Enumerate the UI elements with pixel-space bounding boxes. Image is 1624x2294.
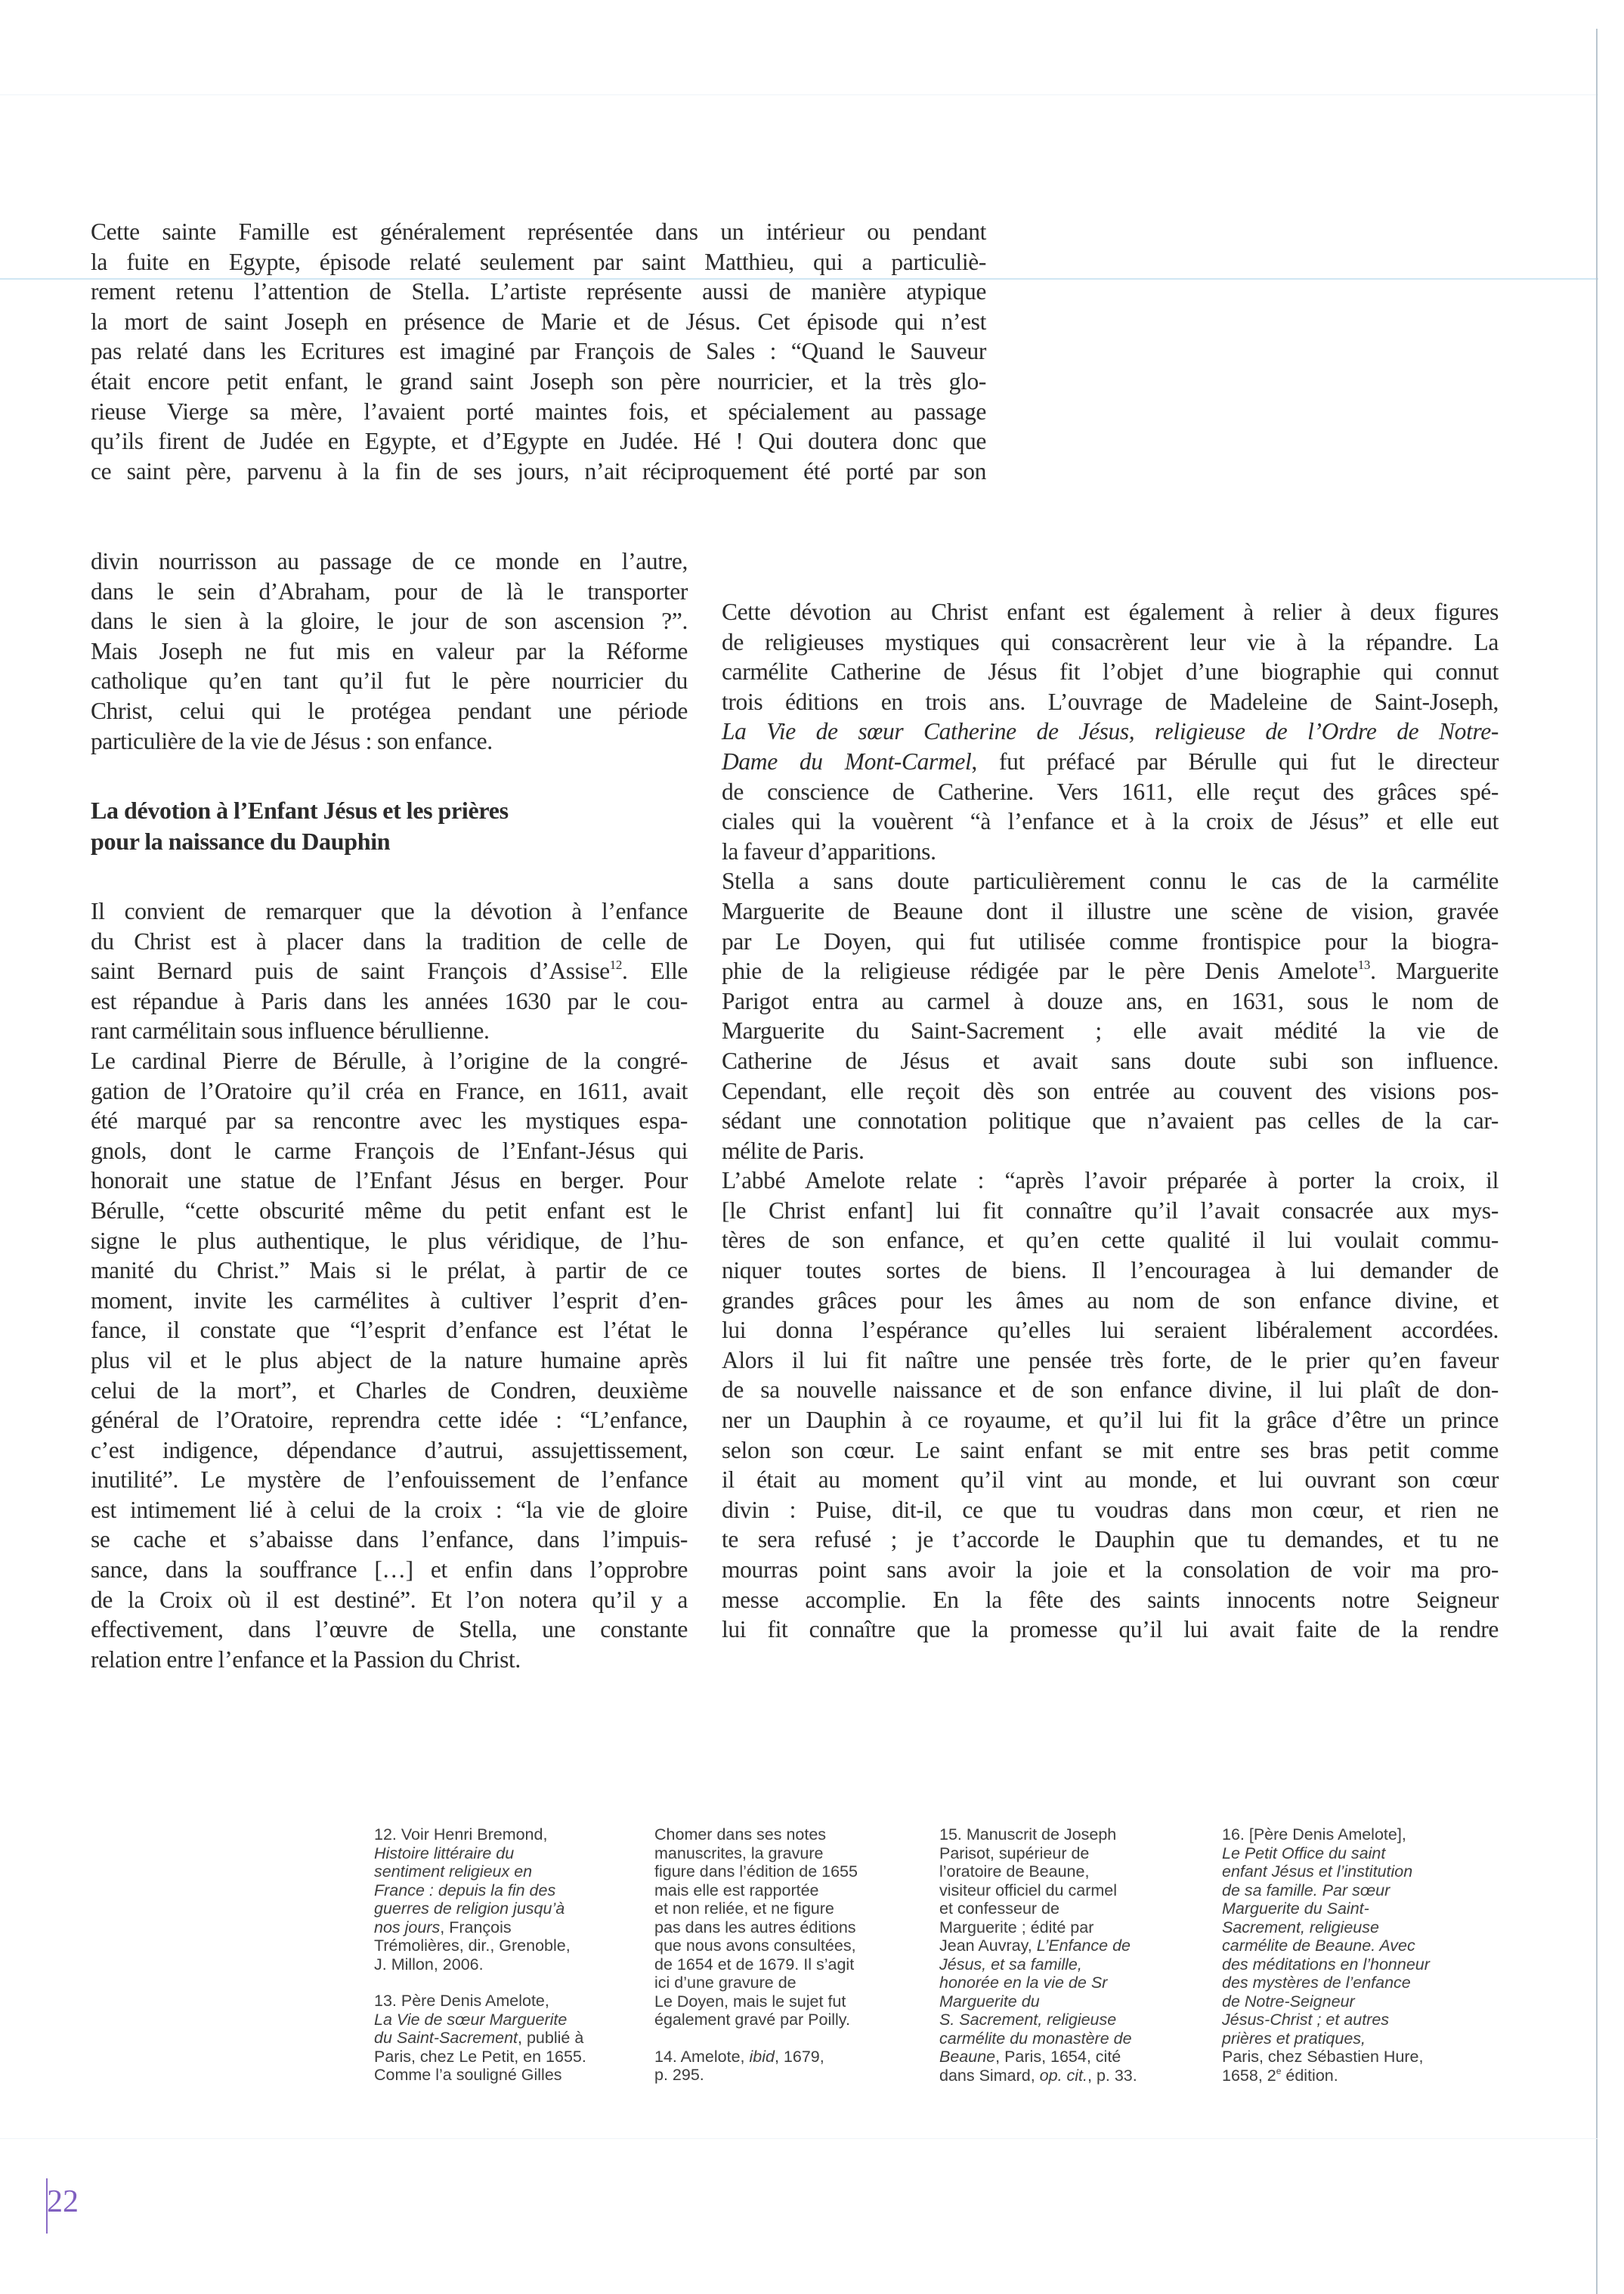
- footnote-line: et non reliée, et ne figure: [654, 1899, 834, 1918]
- footnote-line: manuscrites, la gravure: [654, 1844, 824, 1862]
- book-title-italic: La Vie de sœur Catherine de Jésus, religieuse de l’Ordre de Notre-: [722, 718, 1499, 745]
- text-line: de la Croix où il est destiné”. Et l’on notera qu’il y a: [91, 1586, 688, 1613]
- text-line: est intimement lié à celui de la croix : “la vie de gloire: [91, 1496, 688, 1523]
- footnote-13: [374, 1992, 586, 2085]
- text-line: signe le plus authentique, le plus véridique, de l’hu-: [91, 1227, 688, 1254]
- text-line: la faveur d’apparitions.: [722, 837, 936, 865]
- text-line: catholique qu’en tant qu’il fut le père nourricier du: [91, 667, 688, 695]
- footnote-16: [1222, 1825, 1430, 2085]
- op-cit-italic: op. cit.: [1039, 2066, 1087, 2085]
- footnote-line: [374, 1918, 586, 1937]
- text-line: grandes grâces pour les âmes au nom de son enfance divine, et: [722, 1286, 1499, 1314]
- text-line: divin nourrisson au passage de ce monde en l’autre,: [91, 548, 688, 574]
- book-title-italic: Jésus-Christ ; et autres: [1222, 2011, 1390, 2029]
- text-line: selon son cœur. Le saint enfant se mit entre ses bras petit comme: [722, 1436, 1499, 1463]
- page-edge-line: [1596, 29, 1598, 2294]
- paragraph-catherine: [722, 597, 1499, 866]
- text-fragment: saint Bernard puis de saint François d’Assise: [91, 958, 610, 985]
- left-column: [91, 795, 688, 1674]
- footnote-line: [374, 1862, 586, 1881]
- text-line: sédant une connotation politique que n’avaient pas celles de la car-: [722, 1107, 1499, 1135]
- text-line: mélite de Paris.: [722, 1137, 865, 1164]
- text-line: lui fit connaître que la promesse qu’il lui avait faite de la rendre: [722, 1616, 1499, 1643]
- text-fragment: phie de la religieuse rédigée par le père Denis Amelote: [722, 958, 1358, 985]
- text-line: pas relaté dans les Ecritures est imaginé par François de Sales : “Quand le Sauveur: [91, 338, 986, 365]
- footnotes-column-3: [939, 1825, 1137, 2103]
- book-title-italic: de Notre-Seigneur: [1222, 1992, 1355, 2011]
- footnote-line: Comme l’a souligné Gilles: [374, 2066, 562, 2084]
- text-line: Alors il lui fit naître une pensée très forte, de le prier qu’en faveur: [722, 1346, 1499, 1373]
- text-line: sance, dans la souffrance […] et enfin dans l’opprobre: [91, 1556, 688, 1584]
- text-line: par Le Doyen, qui fut utilisée comme frontispice pour la biogra-: [722, 927, 1499, 955]
- text-line: Cette dévotion au Christ enfant est également à relier à deux figures: [722, 599, 1499, 625]
- book-title-italic: Sacrement, religieuse: [1222, 1918, 1379, 1936]
- book-title-italic: carmélite de Beaune. Avec: [1222, 1936, 1415, 1955]
- text-line: se cache et s’abaisse dans l’enfance, dans l’impuis-: [91, 1526, 688, 1553]
- text-line: moment, invite les carmélites à cultiver l’esprit d’en-: [91, 1286, 688, 1314]
- book-title-italic: sentiment religieux en: [374, 1862, 533, 1881]
- footnote-line: [1222, 1974, 1430, 1992]
- page-number: 22: [47, 2184, 79, 2219]
- text-line: Cependant, elle reçoit dès son entrée au couvent des visions pos-: [722, 1077, 1499, 1104]
- text-fragment: Jean Auvray,: [939, 1936, 1037, 1955]
- text-fragment: , François: [440, 1918, 512, 1936]
- heading-line: La dévotion à l’Enfant Jésus et les prières: [91, 797, 509, 824]
- text-line: divin : Puise, dit-il, ce que tu voudras dans mon cœur, et rien ne: [722, 1496, 1499, 1523]
- text-line: carmélite Catherine de Jésus fit l’objet d’une biographie qui connut: [722, 658, 1499, 686]
- text-fragment: , fut préfacé par Bérulle qui fut le directeur: [971, 748, 1499, 775]
- text-fragment: 14. Amelote,: [654, 2047, 750, 2066]
- text-line: Marguerite du Saint-Sacrement ; elle avait médité la vie de: [722, 1017, 1499, 1045]
- footnote-line: [1222, 1899, 1430, 1918]
- footnote-line: pas dans les autres éditions: [654, 1918, 856, 1936]
- book-title-italic: Histoire littéraire du: [374, 1844, 515, 1862]
- text-line: effectivement, dans l’œuvre de Stella, une constante: [91, 1616, 688, 1643]
- footnote-line: J. Millon, 2006.: [374, 1955, 484, 1974]
- text-line: ciales qui la vouèrent “à l’enfance et à la croix de Jésus” et elle eut: [722, 808, 1499, 835]
- book-title-italic: honorée en la vie de Sr: [939, 1974, 1108, 1992]
- text-line: Bérulle, “cette obscurité même du petit enfant est le: [91, 1197, 688, 1224]
- text-fragment: , 1679,: [774, 2047, 824, 2066]
- footnote-line: ici d’une gravure de: [654, 1974, 797, 1992]
- text-fragment: 1658, 2: [1222, 2066, 1276, 2085]
- book-title-italic: guerres de religion jusqu’à: [374, 1899, 565, 1918]
- text-line: manité du Christ.” Mais si le prélat, à partir de ce: [91, 1257, 688, 1284]
- text-line: Christ, celui qui le protégea pendant une période: [91, 697, 688, 724]
- text-line: la fuite en Egypte, épisode relaté seulement par saint Matthieu, qui a particuliè-: [91, 248, 986, 275]
- footnote-14: [654, 2048, 858, 2085]
- footnote-13-continued: [654, 1825, 858, 2029]
- footnote-line: [374, 2011, 586, 2029]
- footnote-line: mais elle est rapportée: [654, 1881, 819, 1899]
- scan-guide-line-top: [0, 94, 1598, 95]
- footnote-line: [939, 2011, 1137, 2029]
- footnote-line: 13. Père Denis Amelote,: [374, 1992, 549, 2010]
- text-line: il était au moment qu’il vint au monde, et lui ouvrant son cœur: [722, 1466, 1499, 1494]
- footnote-line: [939, 1955, 1137, 1974]
- text-fragment: , p. 33.: [1087, 2066, 1137, 2085]
- text-line: celui de la mort”, et Charles de Condren, deuxième: [91, 1376, 688, 1404]
- book-title-italic: France : depuis la fin des: [374, 1881, 556, 1899]
- text-line: rant carmélitain sous influence bérullienne.: [91, 1017, 490, 1045]
- footnote-line: 15. Manuscrit de Joseph: [939, 1825, 1117, 1844]
- book-title-italic: des méditations en l’honneur: [1222, 1955, 1430, 1974]
- text-line: inutilité”. Le mystère de l’enfouissement de l’enfance: [91, 1466, 688, 1494]
- footnote-line: [1222, 2011, 1430, 2029]
- spacer: [91, 857, 688, 896]
- text-line: Parigot entra au carmel à douze ans, en 1631, sous le nom de: [722, 987, 1499, 1014]
- text-line: Il convient de remarquer que la dévotion à l’enfance: [91, 898, 688, 924]
- text-line: particulière de la vie de Jésus : son enfance.: [91, 727, 493, 754]
- text-line: Le cardinal Pierre de Bérulle, à l’origine de la congré-: [91, 1047, 688, 1074]
- book-title-italic: Marguerite du Saint-: [1222, 1899, 1369, 1918]
- text-line: Catherine de Jésus et avait sans doute subi son influence.: [722, 1047, 1499, 1074]
- text-line: Marguerite de Beaune dont il illustre une scène de vision, gravée: [722, 897, 1499, 924]
- footnote-line: [654, 2048, 858, 2066]
- footnote-line: visiteur officiel du carmel: [939, 1881, 1117, 1899]
- text-line: niquer toutes sortes de biens. Il l’encouragea à lui demander de: [722, 1257, 1499, 1284]
- text-fragment: , Paris, 1654, cité: [995, 2048, 1121, 2066]
- footnote-line: 12. Voir Henri Bremond,: [374, 1825, 548, 1844]
- footnote-12: [374, 1825, 586, 1974]
- text-line: honorait une statue de l’Enfant Jésus en berger. Pour: [91, 1167, 688, 1194]
- footnote-line: l’oratoire de Beaune,: [939, 1862, 1090, 1881]
- text-line: trois éditions en trois ans. L’ouvrage de Madeleine de Saint-Joseph,: [722, 688, 1499, 715]
- footnote-line: [1222, 1844, 1430, 1863]
- text-line: rieuse Vierge sa mère, l’avaient porté maintes fois, et spécialement au passage: [91, 398, 986, 425]
- book-title-italic: Marguerite du: [939, 1992, 1040, 2011]
- footnote-15: [939, 1825, 1137, 2085]
- footnote-line: Parisot, supérieur de: [939, 1844, 1090, 1862]
- text-line: mourras point sans avoir la joie et la consolation de voir ma pro-: [722, 1556, 1499, 1583]
- footnote-line: [1222, 1881, 1430, 1900]
- footnote-line: Le Doyen, mais le sujet fut: [654, 1992, 846, 2011]
- footnotes-column-4: [1222, 1825, 1430, 2103]
- text-line: te sera refusé ; je t’accorde le Dauphin que tu demandes, et tu ne: [722, 1526, 1499, 1553]
- text-line: plus vil et le plus abject de la nature humaine après: [91, 1346, 688, 1373]
- footnote-line: [1222, 1862, 1430, 1881]
- right-column: [722, 597, 1499, 1645]
- text-line: général de l’Oratoire, reprendra cette idée : “L’enfance,: [91, 1407, 688, 1434]
- footnote-line: p. 295.: [654, 2066, 704, 2084]
- text-line: fance, il constate que “l’esprit d’enfance est l’état le: [91, 1317, 688, 1344]
- superscript-e: e: [1276, 2065, 1282, 2076]
- text-fragment: édition.: [1281, 2066, 1338, 2085]
- footnote-line: [939, 1936, 1137, 1955]
- book-title-italic: des mystères de l’enfance: [1222, 1974, 1411, 1992]
- text-line: Mais Joseph ne fut mis en valeur par la Réforme: [91, 637, 688, 664]
- footnote-line: [374, 1844, 586, 1863]
- footnote-line: également gravé par Poilly.: [654, 2011, 850, 2029]
- heading-line: pour la naissance du Dauphin: [91, 828, 391, 855]
- footnote-line: [939, 2066, 1137, 2085]
- text-line: lui donna l’espérance qu’elles lui seraient libéralement accordées.: [722, 1317, 1499, 1344]
- text-line: Cette sainte Famille est généralement représentée dans un intérieur ou pendant: [91, 218, 986, 245]
- paragraph-amelote-quote: [722, 1166, 1499, 1645]
- text-line: rement retenu l’attention de Stella. L’artiste représente aussi de manière atypique: [91, 278, 986, 305]
- text-line: qu’ils firent de Judée en Egypte, et d’Egypte en Judée. Hé ! Qui doutera donc que: [91, 428, 986, 455]
- footnote-line: [939, 2029, 1137, 2048]
- ibid-italic: ibid: [749, 2047, 775, 2066]
- book-title-italic: enfant Jésus et l’institution: [1222, 1862, 1413, 1881]
- book-title-italic: Dame du Mont-Carmel: [722, 748, 972, 775]
- text-fragment: , publié à: [518, 2029, 584, 2047]
- book-title-italic: Le Petit Office du saint: [1222, 1844, 1386, 1862]
- footnote-line: figure dans l’édition de 1655: [654, 1862, 858, 1881]
- paragraph-devotion: [91, 896, 688, 1046]
- text-line: L’abbé Amelote relate : “après l’avoir préparée à porter la croix, il: [722, 1167, 1499, 1194]
- section-heading: [91, 795, 688, 857]
- text-line: tères de son enfance, et qu’en cette qualité il lui voulait commu-: [722, 1227, 1499, 1254]
- footnote-line: [374, 1899, 586, 1918]
- footnote-line: [1222, 1955, 1430, 1974]
- book-title-italic: du Saint-Sacrement: [374, 2029, 518, 2047]
- text-line: messe accomplie. En la fête des saints innocents notre Seigneur: [722, 1586, 1499, 1613]
- book-title-italic: La Vie de sœur Marguerite: [374, 2010, 568, 2029]
- text-line: dans le sien à la gloire, le jour de son ascension ?”.: [91, 608, 688, 635]
- footnote-line: Paris, chez Le Petit, en 1655.: [374, 2047, 586, 2066]
- text-line: c’est indigence, dépendance d’autrui, assujettissement,: [91, 1436, 688, 1463]
- book-title-line: [722, 717, 1499, 747]
- text-line: du Christ est à placer dans la tradition de celle de: [91, 927, 688, 955]
- text-line: été marqué par sa rencontre avec les mystiques espa-: [91, 1107, 688, 1135]
- text-line: la mort de saint Joseph en présence de Marie et de Jésus. Cet épisode qui n’est: [91, 308, 986, 335]
- footnote-line: [1222, 2066, 1430, 2085]
- footnote-line: [374, 1881, 586, 1900]
- text-line: [le Christ enfant] lui fit connaître qu’il l’avait consacrée aux mys-: [722, 1197, 1499, 1224]
- text-line: [722, 747, 1499, 777]
- footnote-line: 16. [Père Denis Amelote],: [1222, 1825, 1406, 1844]
- scan-guide-line-bottom: [0, 2138, 1598, 2139]
- footnote-line: [374, 2029, 586, 2048]
- paragraph-marguerite: [722, 866, 1499, 1166]
- footnote-line: [1222, 2029, 1430, 2048]
- text-line: ce saint père, parvenu à la fin de ses jours, n’ait réciproquement été porté par son: [91, 457, 986, 484]
- text-line: est répandue à Paris dans les années 1630 par le cou-: [91, 987, 688, 1014]
- footnote-line: Chomer dans ses notes: [654, 1825, 827, 1844]
- footnotes-column-1: [374, 1825, 586, 2103]
- text-fragment: . Marguerite: [1370, 958, 1499, 985]
- footnote-line: [939, 2048, 1137, 2066]
- footnote-line: Paris, chez Sébastien Hure,: [1222, 2048, 1424, 2066]
- text-line: Stella a sans doute particulièrement connu le cas de la carmélite: [722, 868, 1499, 895]
- text-line: gnols, dont le carme François de l’Enfant-Jésus qui: [91, 1137, 688, 1164]
- book-title-italic: Beaune: [939, 2048, 996, 2066]
- footnotes-column-2: [654, 1825, 858, 2103]
- text-line: relation entre l’enfance et la Passion du Christ.: [91, 1645, 521, 1673]
- text-fragment: dans Simard,: [939, 2066, 1040, 2085]
- footnote-line: Marguerite ; édité par: [939, 1918, 1094, 1936]
- paragraph-berulle: [91, 1046, 688, 1674]
- book-title-italic: nos jours: [374, 1918, 441, 1936]
- footnote-line: et confesseur de: [939, 1899, 1059, 1918]
- footnote-ref-12[interactable]: 12: [609, 958, 623, 973]
- footnote-line: [939, 1992, 1137, 2011]
- footnote-line: [1222, 1992, 1430, 2011]
- text-line: de religieuses mystiques qui consacrèrent leur vie à la répandre. La: [722, 628, 1499, 655]
- book-title-italic: de sa famille. Par sœur: [1222, 1881, 1390, 1899]
- text-line: était encore petit enfant, le grand saint Joseph son père nourricier, et la très glo-: [91, 367, 986, 395]
- text-line-with-footnote: [722, 956, 1499, 986]
- text-line: ner un Dauphin à ce royaume, et qu’il lui fit la grâce d’être un prince: [722, 1407, 1499, 1434]
- footnote-line: Trémolières, dir., Grenoble,: [374, 1936, 571, 1955]
- footnote-line: [1222, 1936, 1430, 1955]
- text-line: gation de l’Oratoire qu’il créa en France, en 1611, avait: [91, 1077, 688, 1104]
- intro-paragraph-narrow: [91, 546, 688, 756]
- footnote-line: [1222, 1918, 1430, 1937]
- book-title-italic: S. Sacrement, religieuse: [939, 2011, 1117, 2029]
- footnote-line: [939, 1974, 1137, 1992]
- text-line-with-footnote: [91, 956, 688, 986]
- book-title-italic: carmélite du monastère de: [939, 2029, 1132, 2048]
- text-line: dans le sein d’Abraham, pour de là le transporter: [91, 577, 688, 605]
- footnote-line: de 1654 et de 1679. Il s’agit: [654, 1955, 855, 1974]
- intro-paragraph-wide: [91, 217, 986, 486]
- text-line: de sa nouvelle naissance et de son enfance divine, il lui plaît de don-: [722, 1376, 1499, 1404]
- book-title-italic: prières et pratiques,: [1222, 2029, 1366, 2048]
- footnote-line: que nous avons consultées,: [654, 1936, 856, 1955]
- text-fragment: . Elle: [622, 958, 688, 985]
- text-line: de conscience de Catherine. Vers 1611, elle reçut des grâces spé-: [722, 778, 1499, 805]
- book-title-italic: Jésus, et sa famille,: [939, 1955, 1082, 1974]
- book-title-italic: L’Enfance de: [1036, 1936, 1131, 1955]
- footnote-ref-13[interactable]: 13: [1357, 958, 1371, 973]
